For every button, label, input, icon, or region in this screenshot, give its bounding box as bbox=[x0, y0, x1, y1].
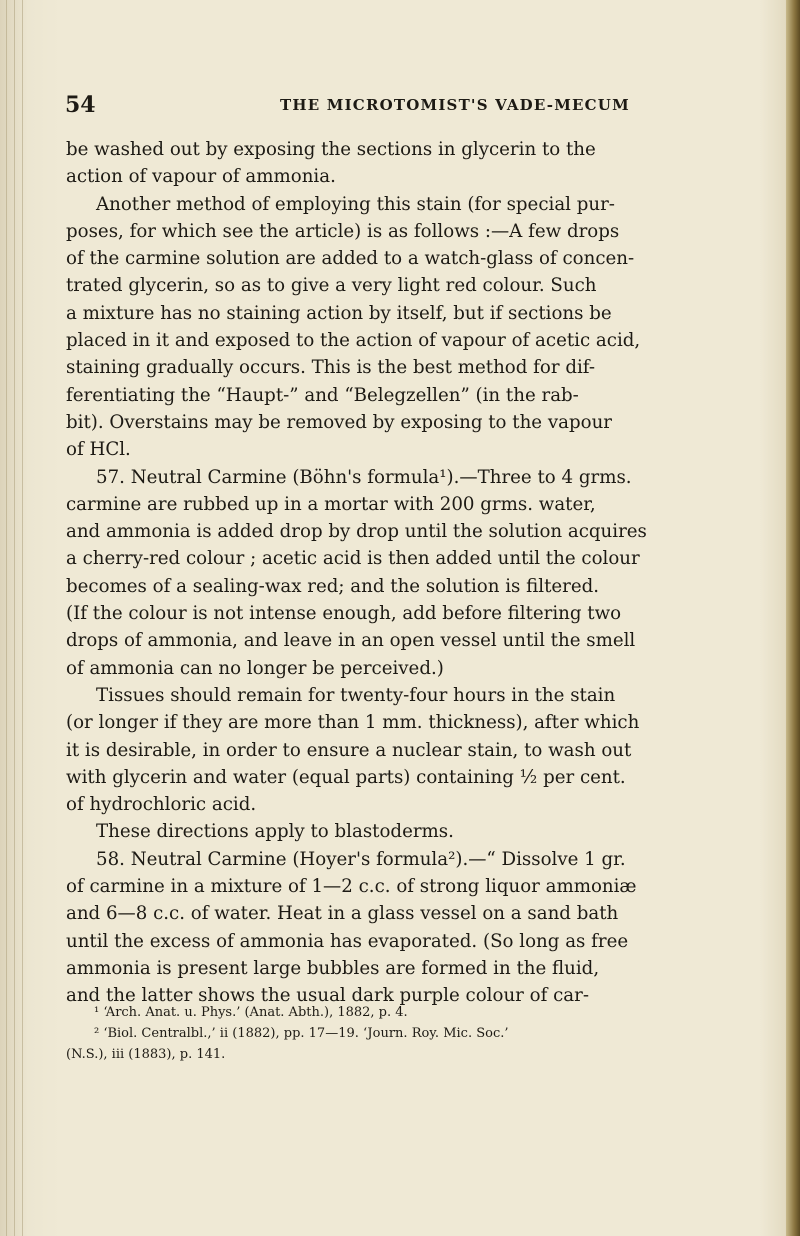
text-line: of carmine in a mixture of 1—2 c.c. of strong liquor ammoniæ bbox=[66, 876, 637, 898]
text-line: (If the colour is not intense enough, add before filtering two bbox=[66, 603, 622, 625]
text-line: and the latter shows the usual dark purple colour of car- bbox=[66, 985, 589, 1007]
running-head: THE MICROTOMIST'S VADE-MECUM bbox=[280, 96, 630, 114]
text-line: ferentiating the “Haupt-” and “Belegzellen” (in the rab- bbox=[66, 384, 579, 406]
text-line: of ammonia can no longer be perceived.) bbox=[66, 657, 444, 679]
text-line: of HCl. bbox=[66, 439, 131, 461]
text-line: 57. Neutral Carmine (Böhn's formula¹).—Three to 4 grms. bbox=[96, 466, 632, 488]
page-header bbox=[65, 92, 765, 122]
footnote: (N.S.), iii (1883), p. 141. bbox=[66, 1047, 226, 1062]
text-line: with glycerin and water (equal parts) containing ½ per cent. bbox=[66, 766, 626, 788]
text-line: drops of ammonia, and leave in an open vessel until the smell bbox=[66, 630, 636, 652]
footnote: ² ‘Biol. Centralbl.,’ ii (1882), pp. 17—19. ‘Journ. Roy. Mic. Soc.’ bbox=[94, 1026, 509, 1041]
text-line: be washed out by exposing the sections in glycerin to the bbox=[66, 139, 596, 160]
text-line: and 6—8 c.c. of water. Heat in a glass vessel on a sand bath bbox=[66, 903, 619, 925]
text-line: carmine are rubbed up in a mortar with 200 grms. water, bbox=[66, 493, 596, 515]
text-line: staining gradually occurs. This is the best method for dif- bbox=[66, 357, 596, 379]
text-line: (or longer if they are more than 1 mm. thickness), after which bbox=[66, 712, 640, 734]
text-line: action of vapour of ammonia. bbox=[66, 166, 336, 188]
text-line: a mixture has no staining action by itself, but if sections be bbox=[66, 302, 612, 324]
page-edge bbox=[786, 0, 800, 1236]
gutter-shadow bbox=[14, 0, 15, 1236]
footnotes bbox=[66, 1002, 766, 1065]
text-line: Another method of employing this stain (for special pur- bbox=[96, 193, 615, 215]
page-number: 54 bbox=[65, 92, 96, 118]
text-line: placed in it and exposed to the action of vapour of acetic acid, bbox=[66, 330, 641, 352]
text-line: and ammonia is added drop by drop until the solution acquires bbox=[66, 521, 647, 543]
text-line: bit). Overstains may be removed by exposing to the vapour bbox=[66, 411, 612, 433]
text-line: a cherry-red colour ; acetic acid is then added until the colour bbox=[66, 548, 640, 570]
text-line: poses, for which see the article) is as follows :—A few drops bbox=[66, 220, 620, 242]
text-line: These directions apply to blastoderms. bbox=[96, 821, 454, 843]
text-line: 58. Neutral Carmine (Hoyer's formula²).—“ Dissolve 1 gr. bbox=[96, 848, 626, 870]
gutter-shadow bbox=[6, 0, 7, 1236]
gutter-shadow bbox=[22, 0, 23, 1236]
text-line: it is desirable, in order to ensure a nuclear stain, to wash out bbox=[66, 739, 632, 761]
text-line: trated glycerin, so as to give a very light red colour. Such bbox=[66, 275, 597, 297]
text-line: of hydrochloric acid. bbox=[66, 794, 257, 816]
body-text bbox=[66, 136, 766, 1010]
text-line: Tissues should remain for twenty-four hours in the stain bbox=[96, 684, 616, 706]
text-line: until the excess of ammonia has evaporated. (So long as free bbox=[66, 930, 629, 952]
text-line: becomes of a sealing-wax red; and the solution is filtered. bbox=[66, 575, 600, 597]
text-line: of the carmine solution are added to a watch-glass of concen- bbox=[66, 248, 635, 270]
footnote: ¹ ‘Arch. Anat. u. Phys.’ (Anat. Abth.), 1882, p. 4. bbox=[94, 1005, 408, 1020]
text-line: ammonia is present large bubbles are formed in the fluid, bbox=[66, 957, 600, 979]
